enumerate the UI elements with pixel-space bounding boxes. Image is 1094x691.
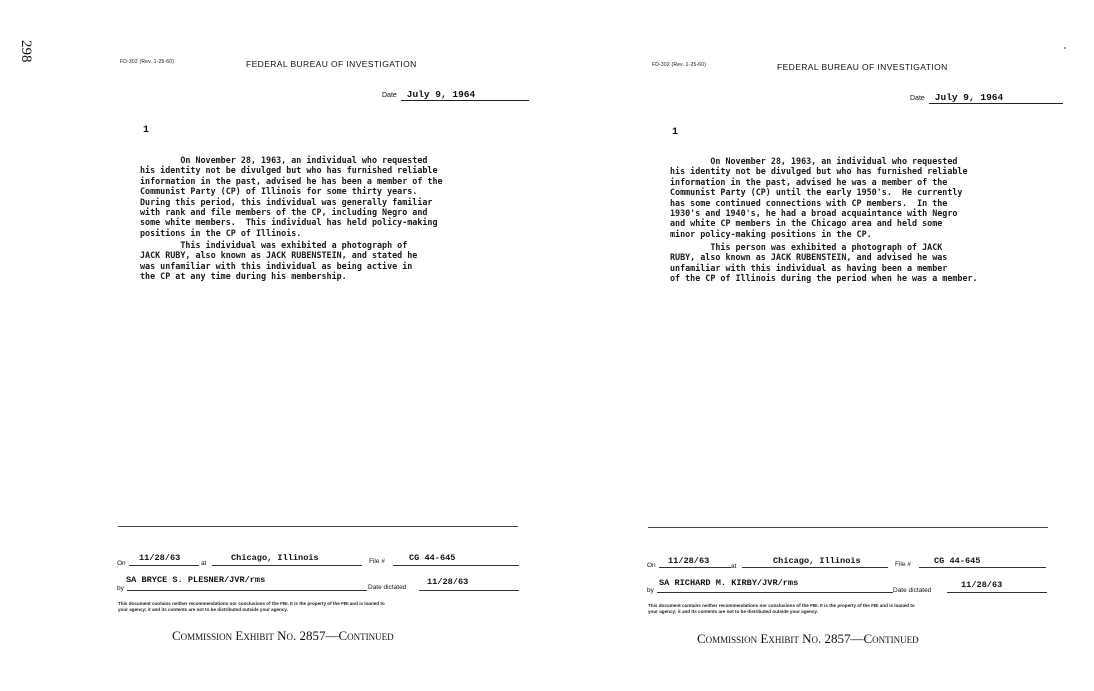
page-marker: 1: [672, 127, 679, 138]
interview-date: 11/28/63: [668, 556, 710, 566]
fbi-disclaimer: This document contains neither recommendations nor conclusions of the FBI. It is the property of the FBI and is loaned to your agency; it and its contents are not to be distributed outside your agency.: [118, 601, 385, 612]
dictated-label: Date dictated: [893, 587, 932, 594]
date-label: Date: [382, 92, 397, 99]
by-underline: [127, 590, 367, 591]
by-underline: [657, 592, 893, 593]
page-number: 298: [18, 40, 34, 63]
exhibit-caption: Commission Exhibit No. 2857—Continued: [697, 631, 919, 646]
paragraph-2-text: This individual was exhibited a photograph of JACK RUBY, also known as JACK RUBENSTEIN, and stated he was unfamiliar with this individual as being active in the CP at any time during his membership.: [140, 240, 418, 282]
exhibit-caption: Commission Exhibit No. 2857—Continued: [172, 628, 394, 643]
footer-divider: [648, 527, 1048, 528]
agent-name: SA RICHARD M. KIRBY/JVR/rms: [659, 578, 799, 588]
paragraph-1-text: On November 28, 1963, an individual who requested his identity not be divulged but who has furnished reliable information in the past, advised he has been a member of the Communist Party (CP) of Illinois for some thirty years. During this period, this individual was generally familiar with rank and file members of the CP, including Negro and some white members. This individual has held policy-making positions in the CP of Illinois.: [140, 155, 443, 238]
on-label: On: [647, 562, 656, 569]
fbi-disclaimer: This document contains neither recommendations nor conclusions of the FBI. It is the property of the FBI and is loaned to your agency; it and its contents are not to be distributed outside your agency.: [648, 603, 915, 614]
report-date-line: [910, 92, 1063, 104]
paragraph-2: [140, 240, 417, 282]
form-number: FD-302 (Rev. 1-25-60): [120, 59, 175, 65]
interview-location: Chicago, Illinois: [773, 556, 861, 566]
dictated-underline: [419, 590, 519, 591]
interview-location: Chicago, Illinois: [231, 553, 319, 563]
page-marker: 1: [143, 125, 150, 136]
dictated-date: 11/28/63: [427, 577, 469, 587]
right-report-page: [548, 0, 1094, 691]
by-label: by: [647, 587, 654, 594]
form-number: FD-302 (Rev. 1-25-60): [652, 62, 707, 68]
file-underline: [393, 565, 519, 566]
paragraph-1: [670, 156, 968, 239]
paragraph-2: [670, 242, 978, 284]
at-underline: [742, 567, 888, 568]
interview-date: 11/28/63: [139, 553, 181, 563]
on-underline: [659, 567, 731, 568]
by-label: by: [117, 585, 124, 592]
scan-speck: [1064, 47, 1066, 49]
file-number: CG 44-645: [409, 553, 456, 563]
date-label: Date: [910, 95, 925, 102]
at-label: at: [201, 560, 207, 567]
dictated-underline: [947, 592, 1047, 593]
file-underline: [919, 567, 1046, 568]
on-label: On: [117, 560, 126, 567]
paragraph-1-text: On November 28, 1963, an individual who requested his identity not be divulged but who has furnished reliable information in the past, advised he was a member of the Communist Party (CP) until the early 1950's. He currently has some continued connections with CP members. In the 1930's and 1940's, he had a broad acquaintance with Negro and white CP members in the Chicago area and held some minor policy-making positions in the CP.: [670, 156, 968, 239]
dictated-date: 11/28/63: [961, 580, 1003, 590]
footer-divider: [118, 526, 518, 527]
paragraph-1: [140, 155, 443, 238]
paragraph-2-text: This person was exhibited a photograph of JACK RUBY, also known as JACK RUBENSTEIN, and advised he was unfamiliar with this individual as having been a member of the CP of Illinois during the period when he was a member.: [670, 242, 978, 284]
at-label: at: [731, 563, 737, 570]
report-date: July 9, 1964: [401, 89, 529, 101]
dictated-label: Date dictated: [368, 584, 407, 591]
report-date-line: [382, 89, 529, 101]
on-underline: [129, 565, 199, 566]
file-label: File #: [895, 561, 911, 568]
report-date: July 9, 1964: [929, 92, 1063, 104]
agency-header: FEDERAL BUREAU OF INVESTIGATION: [246, 59, 417, 69]
file-number: CG 44-645: [934, 556, 981, 566]
agent-name: SA BRYCE S. PLESNER/JVR/rms: [126, 575, 266, 585]
agency-header: FEDERAL BUREAU OF INVESTIGATION: [777, 62, 948, 72]
file-label: File #: [369, 558, 385, 565]
at-underline: [212, 565, 362, 566]
